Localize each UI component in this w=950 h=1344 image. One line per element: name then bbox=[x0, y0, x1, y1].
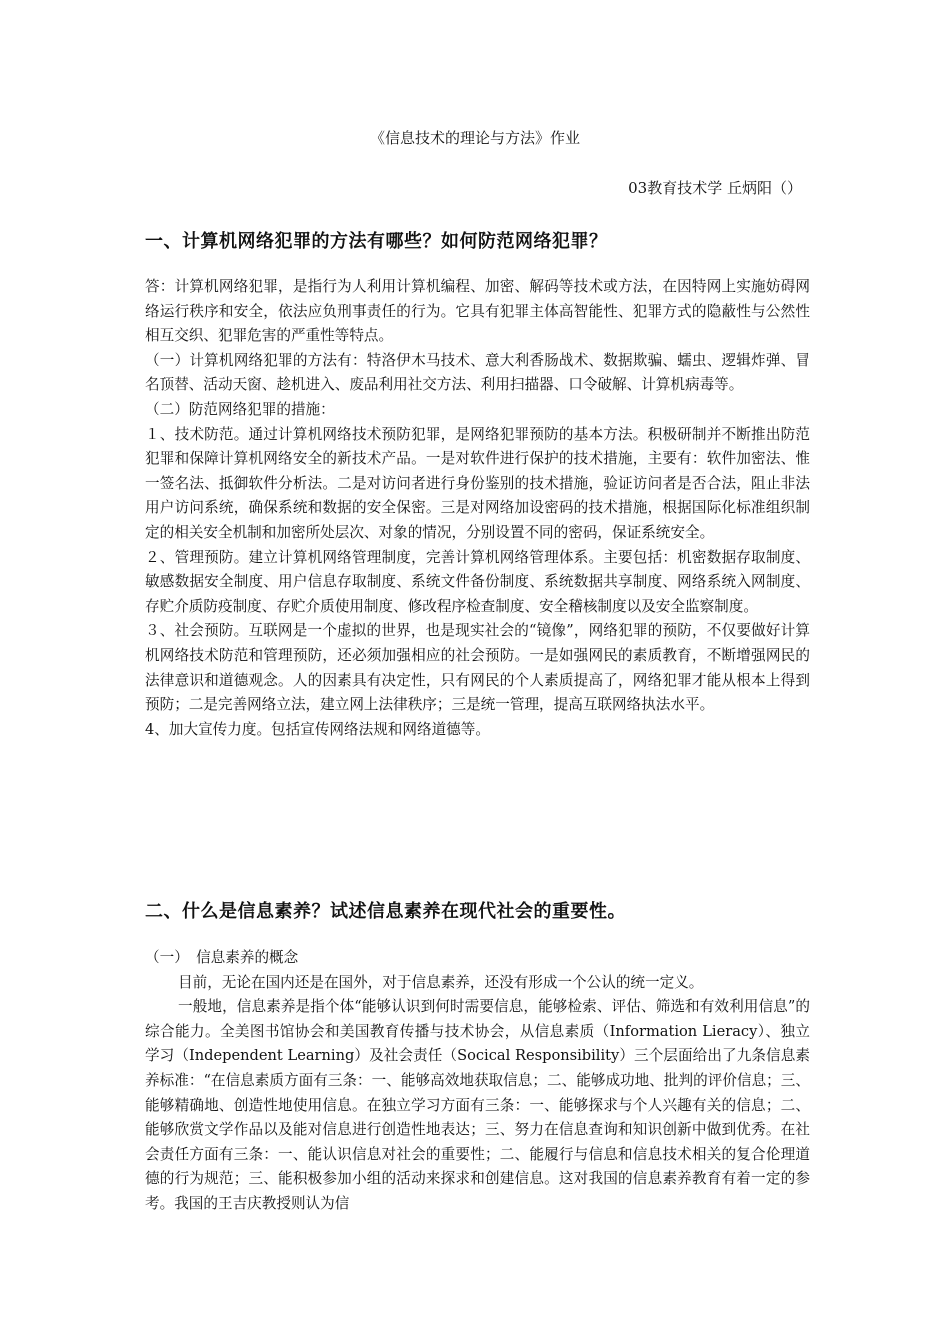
section2-body bbox=[145, 946, 810, 1217]
section1-body bbox=[145, 275, 810, 742]
measure-4-paragraph: 4、加大宣传力度。包括宣传网络法规和网络道德等。 bbox=[145, 720, 490, 738]
concept-paragraph-2: 一般地，信息素养是指个体“能够认识到何时需要信息，能够检索、评估、筛选和有效利用信息”的综合能力。全美图书馆协会和美国教育传播与技术协会，从信息素质（Information Lieracy）、独立学习（Independent Learning）及社会责任（Socical Responsibility）三个层面给出了九条信息素养标准：“在信息素质方面有三条：一、能够高效地获取信息；二、能够成功地、批判的评价信息；三、能够精确地、创造性地使用信息。在独立学习方面有三条：一、能够探求与个人兴趣有关的信息；二、能够欣赏文学作品以及能对信息进行创造性地表达；三、努力在信息查询和知识创新中做到优秀。在社会责任方面有三条：一、能认识信息对社会的重要性；二、能履行与信息和信息技术相关的复合伦理道德的行为规范；三、能积极参加小组的活动来探求和创建信息。这对我国的信息素养教育有着一定的参考。我国的王吉庆教授则认为信 bbox=[145, 998, 810, 1212]
document-title: 《信息技术的理论与方法》作业 bbox=[369, 129, 580, 147]
section1-heading: 一、计算机网络犯罪的方法有哪些？如何防范网络犯罪？ bbox=[145, 231, 608, 252]
concept-subheading: （一） 信息素养的概念 bbox=[145, 949, 299, 966]
measure-3-paragraph: ３、社会预防。互联网是一个虚拟的世界，也是现实社会的“镜像”，网络犯罪的预防，不仅要做好计算机网络技术防范和管理预防，还必须加强相应的社会预防。一是如强网民的素质教育，不断增强网民的法律意识和道德观念。人的因素具有决定性，只有网民的个人素质提高了，网络犯罪才能从根本上得到预防；二是完善网络立法，建立网上法律秩序；三是统一管理，提高互联网络执法水平。 bbox=[145, 622, 810, 714]
measure-1-paragraph: １、技术防范。通过计算机网络技术预防犯罪，是网络犯罪预防的基本方法。积极研制并不断推出防范犯罪和保障计算机网络安全的新技术产品。一是对软件进行保护的技术措施，主要有：软件加密法、惟一签名法、抵御软件分析法。二是对访问者进行身份鉴别的技术措施，验证访问者是否合法，阻止非法用户访问系统，确保系统和数据的安全保密。三是对网络加设密码的技术措施，根据国际化标准组织制定的相关安全机制和加密所处层次、对象的情况，分别设置不同的密码，保证系统安全。 bbox=[145, 425, 810, 541]
methods-paragraph: （一）计算机网络犯罪的方法有：特洛伊木马技术、意大利香肠战术、数据欺骗、蠕虫、逻辑炸弹、冒名顶替、活动天窗、趁机进入、废品利用社交方法、利用扫描器、口令破解、计算机病毒等。 bbox=[145, 351, 810, 394]
answer-paragraph: 答：计算机网络犯罪，是指行为人利用计算机编程、加密、解码等技术或方法，在因特网上实施妨碍网络运行秩序和安全，依法应负刑事责任的行为。它具有犯罪主体高智能性、犯罪方式的隐蔽性与公然性相互交织、犯罪危害的严重性等特点。 bbox=[145, 278, 810, 345]
section2-heading: 二、什么是信息素养？试述信息素养在现代社会的重要性。 bbox=[145, 901, 626, 922]
measures-title: （二）防范网络犯罪的措施： bbox=[145, 400, 335, 418]
author-line: 03教育技术学 丘炳阳（） bbox=[628, 179, 802, 197]
concept-paragraph-1: 目前，无论在国内还是在国外，对于信息素养，还没有形成一个公认的统一定义。 bbox=[178, 973, 704, 991]
measure-2-paragraph: ２、管理预防。建立计算机网络管理制度，完善计算机网络管理体系。主要包括：机密数据存取制度、敏感数据安全制度、用户信息存取制度、系统文件备份制度、系统数据共享制度、网络系统入网制度、存贮介质防疫制度、存贮介质使用制度、修改程序检查制度、安全稽核制度以及安全监察制度。 bbox=[145, 548, 810, 615]
